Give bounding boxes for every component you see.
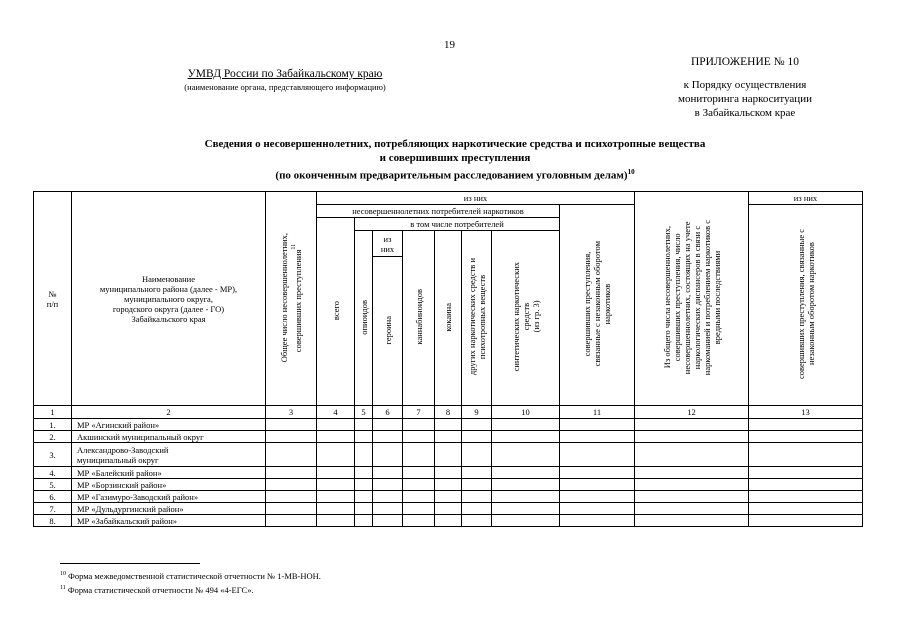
header-all-text: всего (330, 300, 341, 321)
data-cell (560, 443, 635, 467)
footnote-ref: 11 (60, 584, 66, 591)
table-row (34, 443, 863, 467)
data-cell (749, 479, 863, 491)
data-cell (355, 491, 373, 503)
data-cell (435, 419, 462, 431)
data-cell (435, 479, 462, 491)
footnote (60, 582, 321, 596)
data-cell (560, 431, 635, 443)
header-total-crimes-ref: 11 (291, 243, 298, 250)
data-cell (435, 491, 462, 503)
data-cell (373, 431, 403, 443)
header-crimes-related-text: совершивших преступления, связанные с незаконным оборотом наркотиков (582, 241, 612, 367)
footnote (60, 568, 321, 582)
data-cell (462, 491, 492, 503)
footnote-text: Форма межведомственной статистической отчетности № 1-МВ-НОН. (68, 570, 321, 581)
column-number: 12 (635, 406, 749, 419)
column-numbers-row (34, 406, 863, 419)
row-num: 1. (34, 419, 72, 431)
title-line-2: и совершивших преступления (379, 152, 531, 164)
data-cell (635, 467, 749, 479)
row-name: МР «Борзинский район» (72, 479, 266, 491)
data-cell (317, 443, 355, 467)
data-cell (462, 503, 492, 515)
data-cell (403, 491, 435, 503)
page-number: 19 (444, 39, 455, 51)
column-number: 10 (492, 406, 560, 419)
data-cell (635, 431, 749, 443)
row-name: МР «Балейский район» (72, 467, 266, 479)
row-num: 4. (34, 467, 72, 479)
column-number: 8 (435, 406, 462, 419)
data-cell (560, 491, 635, 503)
column-number: 6 (373, 406, 403, 419)
data-cell (403, 431, 435, 443)
table-row (34, 431, 863, 443)
header-opioids (355, 231, 373, 406)
header-of-them: из них (317, 192, 635, 205)
data-cell (635, 443, 749, 467)
organization-note: (наименование органа, представляющего информацию) (184, 82, 386, 92)
data-cell (317, 515, 355, 527)
row-num: 5. (34, 479, 72, 491)
header-all (317, 218, 355, 406)
row-num: 6. (34, 491, 72, 503)
table-body (34, 419, 863, 527)
data-cell (373, 479, 403, 491)
data-cell (373, 491, 403, 503)
data-cell (266, 467, 317, 479)
data-cell (355, 443, 373, 467)
data-cell (373, 467, 403, 479)
data-cell (355, 479, 373, 491)
column-number: 2 (72, 406, 266, 419)
row-name: МР «Газимуро-Заводский район» (72, 491, 266, 503)
data-cell (492, 479, 560, 491)
data-cell (492, 467, 560, 479)
data-cell (635, 503, 749, 515)
table-row (34, 491, 863, 503)
data-table (33, 191, 863, 527)
row-name: МР «Забайкальский район» (72, 515, 266, 527)
header-heroin-text: героина (382, 315, 393, 345)
data-cell (635, 479, 749, 491)
header-cannabinoids (403, 231, 435, 406)
data-cell (635, 491, 749, 503)
data-cell (492, 431, 560, 443)
title-line-1: Сведения о несовершеннолетних, потребляющих наркотические средства и психотропные вещества (204, 138, 706, 150)
header-num: № п/п (34, 192, 72, 406)
data-cell (355, 467, 373, 479)
table-row (34, 479, 863, 491)
header-cocaine (435, 231, 462, 406)
data-cell (403, 479, 435, 491)
header-cocaine-text: кокаина (443, 302, 453, 332)
data-cell (435, 467, 462, 479)
data-cell (492, 515, 560, 527)
data-cell (560, 515, 635, 527)
row-name: МР «Дульдургинский район» (72, 503, 266, 515)
footnote-text: Форма статистической отчетности № 494 «4-ЕГС». (67, 584, 254, 595)
row-num: 7. (34, 503, 72, 515)
column-number: 1 (34, 406, 72, 419)
header-incl-users: в том числе потребителей (355, 218, 560, 231)
column-number: 5 (355, 406, 373, 419)
column-number: 13 (749, 406, 863, 419)
data-cell (435, 503, 462, 515)
header-opioids-text: опиоидов (358, 299, 369, 335)
appendix-line-1: к Порядку осуществления (683, 79, 807, 91)
column-number: 11 (560, 406, 635, 419)
table-row (34, 419, 863, 431)
data-cell (266, 515, 317, 527)
row-num: 3. (34, 443, 72, 467)
header-of-them-right: из них (749, 192, 863, 205)
data-cell (317, 419, 355, 431)
header-crimes-related (560, 205, 635, 406)
organization-block (150, 68, 420, 92)
data-cell (749, 491, 863, 503)
data-cell (462, 431, 492, 443)
data-cell (749, 515, 863, 527)
footnote-divider (60, 563, 200, 564)
footnotes (60, 568, 321, 596)
header-cannabinoids-text: каннабиноидов (413, 289, 424, 345)
data-cell (749, 503, 863, 515)
header-registered-text: Из общего числа несовершеннолетних, совершивших преступления, число несовершеннолетних, состоящих на учете наркологических диспансеров в связи с наркоманией и потреблением наркотиков с вредными последствиями (661, 219, 722, 376)
data-cell (317, 467, 355, 479)
data-cell (373, 515, 403, 527)
data-cell (435, 515, 462, 527)
header-other-psycho-text: других наркотических средств и психотропных веществ (466, 258, 487, 376)
data-cell (266, 443, 317, 467)
data-cell (492, 443, 560, 467)
data-cell (749, 467, 863, 479)
data-cell (403, 515, 435, 527)
data-cell (266, 479, 317, 491)
data-cell (749, 419, 863, 431)
header-total-crimes-text: Общее число несовершеннолетних, совершивших преступления (279, 232, 303, 363)
footnote-ref: 10 (60, 571, 66, 577)
row-num: 2. (34, 431, 72, 443)
row-num: 8. (34, 515, 72, 527)
title-line-3-text: (по оконченным предварительным расследованием уголовным делам) (275, 169, 628, 182)
data-cell (492, 419, 560, 431)
header-synthetic-text: синтетических наркотических средств (из гр. 3) (510, 262, 541, 372)
data-cell (317, 503, 355, 515)
appendix-block (650, 55, 840, 120)
header-registered (635, 192, 749, 406)
data-cell (403, 503, 435, 515)
data-cell (317, 479, 355, 491)
appendix-title: ПРИЛОЖЕНИЕ № 10 (690, 56, 799, 68)
header-total-crimes (266, 192, 317, 406)
data-cell (462, 515, 492, 527)
column-number: 4 (317, 406, 355, 419)
data-cell (435, 431, 462, 443)
row-name: Александрово-Заводский муниципальный округ (72, 443, 266, 467)
appendix-line-3: в Забайкальском крае (694, 107, 796, 119)
header-minor-users: несовершеннолетних потребителей наркотиков (317, 205, 560, 218)
data-cell (462, 467, 492, 479)
document-title (110, 137, 800, 183)
data-cell (560, 503, 635, 515)
header-other-psycho (462, 231, 492, 406)
data-cell (462, 479, 492, 491)
data-cell (435, 443, 462, 467)
data-cell (403, 467, 435, 479)
data-cell (403, 419, 435, 431)
data-cell (266, 419, 317, 431)
data-cell (355, 515, 373, 527)
data-cell (317, 431, 355, 443)
data-cell (266, 431, 317, 443)
data-cell (560, 479, 635, 491)
data-cell (373, 443, 403, 467)
title-line-3 (110, 165, 800, 183)
data-cell (266, 491, 317, 503)
table-row (34, 503, 863, 515)
data-cell (492, 503, 560, 515)
table-row (34, 467, 863, 479)
organization-name: УМВД России по Забайкальскому краю (187, 68, 383, 80)
data-cell (749, 443, 863, 467)
data-cell (403, 443, 435, 467)
data-cell (373, 503, 403, 515)
header-name: Наименование муниципального района (далее - МР), муниципального округа, городского округа (далее - ГО) Забайкальского края (72, 192, 266, 406)
row-name: МР «Агинский район» (72, 419, 266, 431)
data-cell (492, 491, 560, 503)
data-cell (317, 491, 355, 503)
data-cell (560, 419, 635, 431)
header-of-them-small: из них (373, 231, 403, 257)
row-name: Акшинский муниципальный округ (72, 431, 266, 443)
data-cell (462, 419, 492, 431)
data-cell (266, 503, 317, 515)
data-cell (355, 419, 373, 431)
data-cell (635, 515, 749, 527)
column-number: 9 (462, 406, 492, 419)
title-footnote-ref: 10 (627, 168, 635, 176)
data-cell (462, 443, 492, 467)
data-cell (355, 503, 373, 515)
data-cell (749, 431, 863, 443)
header-right-crimes-text: совершивших преступления, связанные с незаконным оборотом наркотиков (795, 228, 816, 379)
data-cell (373, 419, 403, 431)
header-heroin (373, 257, 403, 406)
appendix-line-2: мониторинга наркоситуации (678, 93, 812, 105)
data-cell (560, 467, 635, 479)
data-cell (635, 419, 749, 431)
header-synthetic (492, 231, 560, 406)
column-number: 7 (403, 406, 435, 419)
column-number: 3 (266, 406, 317, 419)
data-cell (355, 431, 373, 443)
table-row (34, 515, 863, 527)
header-right-crimes (749, 205, 863, 406)
